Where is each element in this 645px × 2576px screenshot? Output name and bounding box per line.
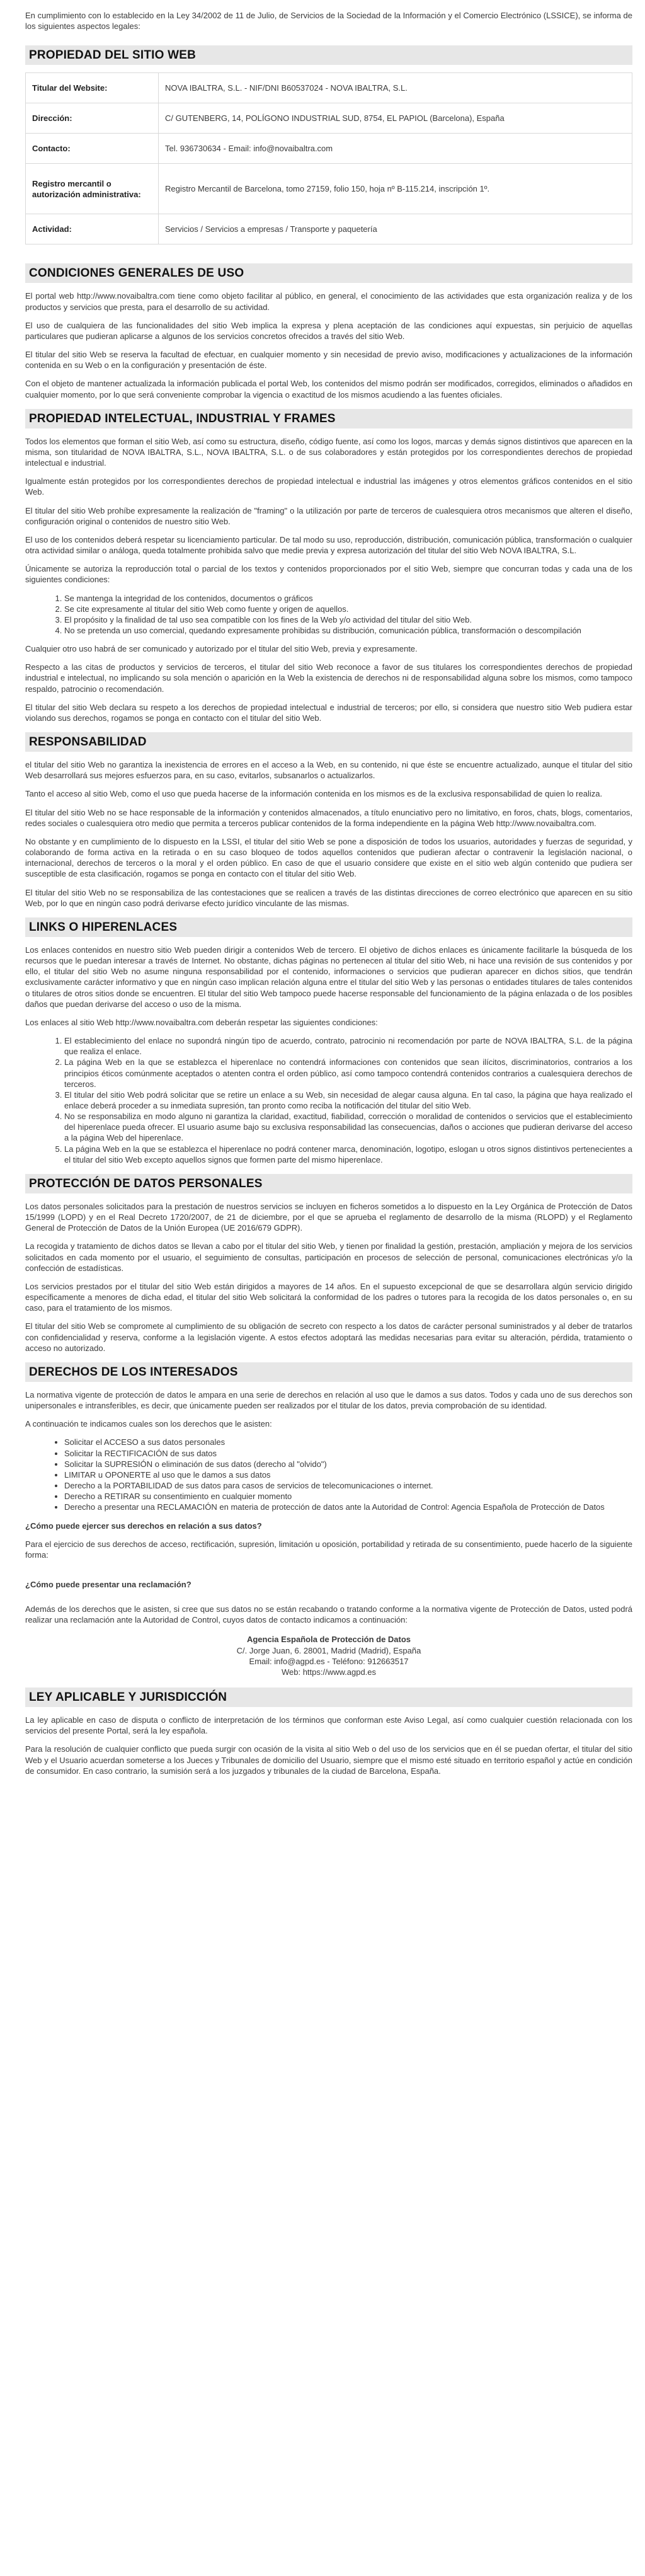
paragraph: Todos los elementos que forman el sitio Web, así como su estructura, diseño, código fuente, así como los logos, marcas y demás signos distintivos que aparecen en la misma, son titularidad de NOVA IBALTRA, S.L., NOVA IBALTRA, S.L. o de sus colaboradores y están protegidos por los correspondientes derechos de propiedad intelectual e industrial. <box>25 436 632 468</box>
section-heading-propiedad: PROPIEDAD DEL SITIO WEB <box>25 45 632 65</box>
paragraph: Respecto a las citas de productos y servicios de terceros, el titular del sitio Web reconoce a favor de sus titulares los correspondientes derechos de propiedad industrial e intelectual, no implicando su sola mención o aparición en la Web la existencia de derechos ni de responsabilidad alguna sobre los mismos, como tampoco respaldo, patrocinio o recomendación. <box>25 662 632 694</box>
paragraph: El titular del sitio Web se compromete al cumplimiento de su obligación de secreto con respecto a los datos de carácter personal suministrados y al deber de tratarlos con confidencialidad y reserva, conforme a la legislación vigente. A estos efectos adoptará las medidas necesarias para evitar su alteración, pérdida, tratamiento o acceso no autorizado. <box>25 1321 632 1353</box>
paragraph: El titular del sitio Web prohíbe expresamente la realización de "framing" o la utilización por parte de terceros de cualesquiera otros mecanismos que alteren el diseño, configuración original o contenidos de nuestro sitio Web. <box>25 505 632 526</box>
paragraph: A continuación te indicamos cuales son los derechos que le asisten: <box>25 1419 272 1429</box>
paragraph: El titular del sitio Web declara su respeto a los derechos de propiedad intelectual e industrial de terceros; por ello, si considera que nuestro sitio Web pudiera estar violando sus derechos, rogamos se ponga en contacto con el titular del sitio Web. <box>25 702 632 723</box>
paragraph: La recogida y tratamiento de dichos datos se llevan a cabo por el titular del sitio Web, y tienen por finalidad la gestión, prestación, ampliación y mejora de los servicios solicitados en cada momento por el usuario, el seguimiento de consultas, participación en procesos de selección de personal, comunicaciones electrónicas y/o la confección de estadísticas. <box>25 1241 632 1273</box>
link-conditions-list <box>25 1035 632 1165</box>
paragraph: El titular del sitio Web no se responsabiliza de las contestaciones que se realicen a través de las distintas direcciones de correo electrónico que aparecen en su sitio Web, por lo que en ningún caso podrá derivarse efecto jurídico vinculante de las mismas. <box>25 887 632 908</box>
row-key: Contacto: <box>26 134 159 164</box>
paragraph: Igualmente están protegidos por los correspondientes derechos de propiedad intelectual e industrial las imágenes y otros elementos gráficos contenidos en el sitio Web. <box>25 476 632 497</box>
row-key: Titular del Website: <box>26 73 159 103</box>
paragraph: Los servicios prestados por el titular del sitio Web están dirigidos a mayores de 14 años. En el supuesto excepcional de que se desarrollara algún servicio dirigido específicamente a menores de dicha edad, el titular del sitio Web solicitará la conformidad de los padres o tutores para la recogida de los datos personales o, en su caso, para el tratamiento de los mismos. <box>25 1281 632 1313</box>
section-heading-intelectual: PROPIEDAD INTELECTUAL, INDUSTRIAL Y FRAMES <box>25 409 632 428</box>
list-item: • Derecho a RETIRAR su consentimiento en cualquier momento <box>64 1491 632 1502</box>
authority-name: Agencia Española de Protección de Datos <box>246 1635 411 1645</box>
paragraph: Tanto el acceso al sitio Web, como el uso que pueda hacerse de la información contenida en los mismos es de la exclusiva responsabilidad de quien lo realiza. <box>25 789 603 799</box>
table-row <box>26 134 632 164</box>
table-row <box>26 214 632 244</box>
paragraph: Los datos personales solicitados para la prestación de nuestros servicios se incluyen en ficheros sometidos a lo dispuesto en la Ley Orgánica de Protección de Datos 15/1999 (LOPD) y en el Real Decreto 1720/2007, de 21 de diciembre, por el que se aprueba el reglamento de desarrollo de la misma (RLOPD) y el Reglamento General de Protección de Datos de la Unión Europea (UE 2016/679 GDPR). <box>25 1202 632 1233</box>
paragraph: El titular del sitio Web no se hace responsable de la información y contenidos almacenados, a título enunciativo pero no limitativo, en foros, chats, blogs, comentarios, redes sociales o cualesquiera otro medio que permita a terceros publicar contenidos de la forma independiente en la página Web http://www.novaibaltra.com. <box>25 807 632 828</box>
paragraph: el titular del sitio Web no garantiza la inexistencia de errores en el acceso a la Web, en su contenido, ni que éste se encuentre actualizado, aunque el titular del sitio Web desarrollará sus mejores esfuerzos para, en su caso, evitarlos, subsanarlos o actualizarlos. <box>25 760 632 781</box>
list-item: • Derecho a presentar una RECLAMACIÓN en materia de protección de datos ante la Autoridad de Control: Agencia Española de Protección de Datos <box>64 1502 632 1512</box>
row-key: Actividad: <box>26 214 159 244</box>
paragraph: Cualquier otro uso habrá de ser comunicado y autorizado por el titular del sitio Web, previa y expresamente. <box>25 644 418 654</box>
list-item: • LIMITAR u OPONERTE al uso que le damos a sus datos <box>64 1469 632 1480</box>
list-item: 5. La página Web en la que se establezca el hiperenlace no podrá contener marca, denominación, logotipo, eslogan u otros signos distintivos pertenecientes a el titular del sitio Web excepto aquellos signos que formen parte del mismo hiperenlace. <box>64 1144 632 1165</box>
site-owner-table <box>25 72 632 244</box>
section-heading-derechos: DERECHOS DE LOS INTERESADOS <box>25 1362 632 1382</box>
list-item: • Solicitar la RECTIFICACIÓN de sus datos <box>64 1448 632 1459</box>
intro-text: En cumplimiento con lo establecido en la Ley 34/2002 de 11 de Julio, de Servicios de la Sociedad de la Información y el Comercio Electrónico (LSSICE), se informa de los siguientes aspectos legales: <box>25 11 632 32</box>
paragraph: Únicamente se autoriza la reproducción total o parcial de los textos y contenidos proporcionados por el sitio Web, siempre que concurran todas y cada una de los siguientes condiciones: <box>25 564 632 585</box>
list-item: 1. El establecimiento del enlace no supondrá ningún tipo de acuerdo, contrato, patrocinio ni recomendación por parte de NOVA IBALTRA, S.L. de la página que realiza el enlace. <box>64 1035 632 1057</box>
authority-address <box>25 1634 632 1677</box>
table-row <box>26 164 632 214</box>
paragraph: No obstante y en cumplimiento de lo dispuesto en la LSSI, el titular del sitio Web se pone a disposición de todos los usuarios, autoridades y fuerzas de seguridad, y colaborando de forma activa en la retirada o en su caso bloqueo de todos aquellos contenidos que pudieran afectar o contravenir la legislación nacional, o internacional, derechos de terceros o la moral y el orden público. En caso de que el usuario considere que existe en el sitio web algún contenido que pudiera ser susceptible de esta clasificación, rogamos se ponga en contacto con el titular del sitio Web. <box>25 836 632 879</box>
row-key: Dirección: <box>26 103 159 134</box>
list-item: • Derecho a la PORTABILIDAD de sus datos para casos de servicios de telecomunicaciones o internet. <box>64 1480 632 1491</box>
paragraph: El uso de los contenidos deberá respetar su licenciamiento particular. De tal modo su uso, reproducción, distribución, comunicación pública, transformación o cualquier otra actividad similar o análoga, queda totalmente prohibida salvo que medie previa y expresa autorización del titular del sitio Web NOVA IBALTRA, S.L. <box>25 534 632 556</box>
list-item: 3. El propósito y la finalidad de tal uso sea compatible con los fines de la Web y/o actividad del titular del sitio Web. <box>64 614 632 625</box>
row-value: Registro Mercantil de Barcelona, tomo 27159, folio 150, hoja nº B-115.214, inscripción 1º. <box>159 164 632 214</box>
paragraph: El titular del sitio Web se reserva la facultad de efectuar, en cualquier momento y sin necesidad de previo aviso, modificaciones y actualizaciones de la información contenida en su Web o en la configuración y presentación de éste. <box>25 350 632 371</box>
list-item: 3. El titular del sitio Web podrá solicitar que se retire un enlace a su Web, sin necesidad de alegar causa alguna. En tal caso, la página que haya realizado el enlace deberá proceder a su inmediata supresión, tan pronto como reciba la notificación del titular del sitio Web. <box>64 1090 632 1111</box>
list-item: • Solicitar el ACCESO a sus datos personales <box>64 1437 632 1447</box>
paragraph: Además de los derechos que le asisten, si cree que sus datos no se están recabando o tratando conforme a la normativa vigente de Protección de Datos, usted podrá realizar una reclamación ante la Autoridad de Control, cuyos datos de contacto indicamos a continuación: <box>25 1604 632 1625</box>
paragraph: El portal web http://www.novaibaltra.com tiene como objeto facilitar al público, en general, el conocimiento de las actividades que esta organización realiza y de los productos y servicios que presta, para el desarrollo de su actividad. <box>25 291 632 312</box>
paragraph: Con el objeto de mantener actualizada la información publicada el portal Web, los contenidos del mismo podrán ser modificados, corregidos, eliminados o añadidos en cualquier momento, por lo que será conveniente comprobar la vigencia o exactitud de los mismos acudiendo a las fuentes oficiales. <box>25 379 632 400</box>
list-item: 1. Se mantenga la integridad de los contenidos, documentos o gráficos <box>64 593 632 604</box>
paragraph: El uso de cualquiera de las funcionalidades del sitio Web implica la expresa y plena aceptación de las condiciones aquí expuestas, sin perjuicio de aquellas particulares que pudieran aplicarse a algunos de los servicios concretos ofrecidos a través del sitio Web. <box>25 320 632 341</box>
section-heading-condiciones: CONDICIONES GENERALES DE USO <box>25 263 632 283</box>
paragraph: Los enlaces contenidos en nuestro sitio Web pueden dirigir a contenidos Web de tercero. El objetivo de dichos enlaces es únicamente facilitarle la búsqueda de los recursos que le puedan interesar a través de Internet. No obstante, dichas páginas no pertenecen al titular del sitio Web, ni hace una revisión de sus contenidos y por ello, el titular del sitio Web no asume ninguna responsabilidad por el contenido, informaciones o servicios que pudieran aparecer en dichos sitios, que tendrán exclusivamente carácter informativo y que en ningún caso implican relación alguna entre el titular del sitio Web y las personas o entidades titulares de tales contenidos o titulares de otros sitios donde se encuentren. El titular del sitio Web tampoco puede hacerse responsable del funcionamiento de la página enlazada o de los posibles daños que puedan derivarse del acceso o uso de la misma. <box>25 945 632 1009</box>
section-heading-ley: LEY APLICABLE Y JURISDICCIÓN <box>25 1688 632 1707</box>
authority-street: C/. Jorge Juan, 6. 28001, Madrid (Madrid), España <box>236 1645 421 1655</box>
list-item: 2. Se cite expresamente al titular del sitio Web como fuente y origen de aquellos. <box>64 604 632 614</box>
list-item: 4. No se responsabiliza en modo alguno ni garantiza la claridad, exactitud, fiabilidad, corrección o moralidad de contenidos o servicios que el establecimiento del hiperenlace pueda ofrecer. El usuario asume bajo su exclusiva responsabilidad las consecuencias, daños o acciones que pudieran derivarse del acceso a la página Web del hiperenlace. <box>64 1111 632 1143</box>
row-value: Tel. 936730634 - Email: info@novaibaltra.com <box>159 134 632 164</box>
question-heading: ¿Cómo puede presentar una reclamación? <box>25 1579 191 1589</box>
row-value: Servicios / Servicios a empresas / Transporte y paquetería <box>159 214 632 244</box>
row-value: NOVA IBALTRA, S.L. - NIF/DNI B60537024 - NOVA IBALTRA, S.L. <box>159 73 632 103</box>
authority-web: Web: https://www.agpd.es <box>281 1667 377 1677</box>
paragraph: La normativa vigente de protección de datos le ampara en una serie de derechos en relación al uso que le damos a sus datos. Todos y cada uno de sus derechos son unipersonales e intransferibles, es decir, que únicamente pueden ser realizados por el titular de los datos, previa comprobación de su identidad. <box>25 1389 632 1411</box>
conditions-list <box>25 593 632 636</box>
row-key: Registro mercantil o autorización administrativa: <box>26 164 159 214</box>
section-heading-proteccion: PROTECCIÓN DE DATOS PERSONALES <box>25 1174 632 1193</box>
paragraph: Para la resolución de cualquier conflicto que pueda surgir con ocasión de la visita al sitio Web o del uso de los servicios que en él se puedan ofertar, el titular del sitio Web y el Usuario acuerdan someterse a los Jueces y Tribunales de domicilio del Usuario, siempre que el mismo esté situado en territorio español y actúe en condición de consumidor. En caso contrario, la sumisión será a los juzgados y tribunales de la ciudad de Barcelona, España. <box>25 1744 632 1776</box>
table-row <box>26 103 632 134</box>
question-heading: ¿Cómo puede ejercer sus derechos en relación a sus datos? <box>25 1521 262 1531</box>
list-item: • Solicitar la SUPRESIÓN o eliminación de sus datos (derecho al "olvido") <box>64 1459 632 1469</box>
paragraph: La ley aplicable en caso de disputa o conflicto de interpretación de los términos que conforman este Aviso Legal, así como cualquier cuestión relacionada con los servicios del presente Portal, será la ley española. <box>25 1715 632 1736</box>
paragraph: Los enlaces al sitio Web http://www.novaibaltra.com deberán respetar las siguientes condiciones: <box>25 1017 378 1027</box>
list-item: 2. La página Web en la que se establezca el hiperenlace no contendrá informaciones con contenidos que sean ilícitos, discriminatorios, contrarios a los principios éticos comúnmente aceptados o atenten contra el orden público, así como tampoco contendrá contenidos contrarios a cualesquiera derechos de terceros. <box>64 1057 632 1089</box>
rights-list <box>25 1437 632 1512</box>
row-value: C/ GUTENBERG, 14, POLÍGONO INDUSTRIAL SUD, 8754, EL PAPIOL (Barcelona), España <box>159 103 632 134</box>
section-heading-links: LINKS O HIPERENLACES <box>25 917 632 937</box>
authority-contact: Email: info@agpd.es - Teléfono: 912663517 <box>249 1656 409 1666</box>
paragraph: Para el ejercicio de sus derechos de acceso, rectificación, supresión, limitación u oposición, portabilidad y retirada de su consentimiento, puede hacerlo de la siguiente forma: <box>25 1539 632 1560</box>
list-item: 4. No se pretenda un uso comercial, quedando expresamente prohibidas su distribución, comunicación pública, transformación o descompilación <box>64 625 632 636</box>
table-row <box>26 73 632 103</box>
section-heading-responsabilidad: RESPONSABILIDAD <box>25 732 632 752</box>
